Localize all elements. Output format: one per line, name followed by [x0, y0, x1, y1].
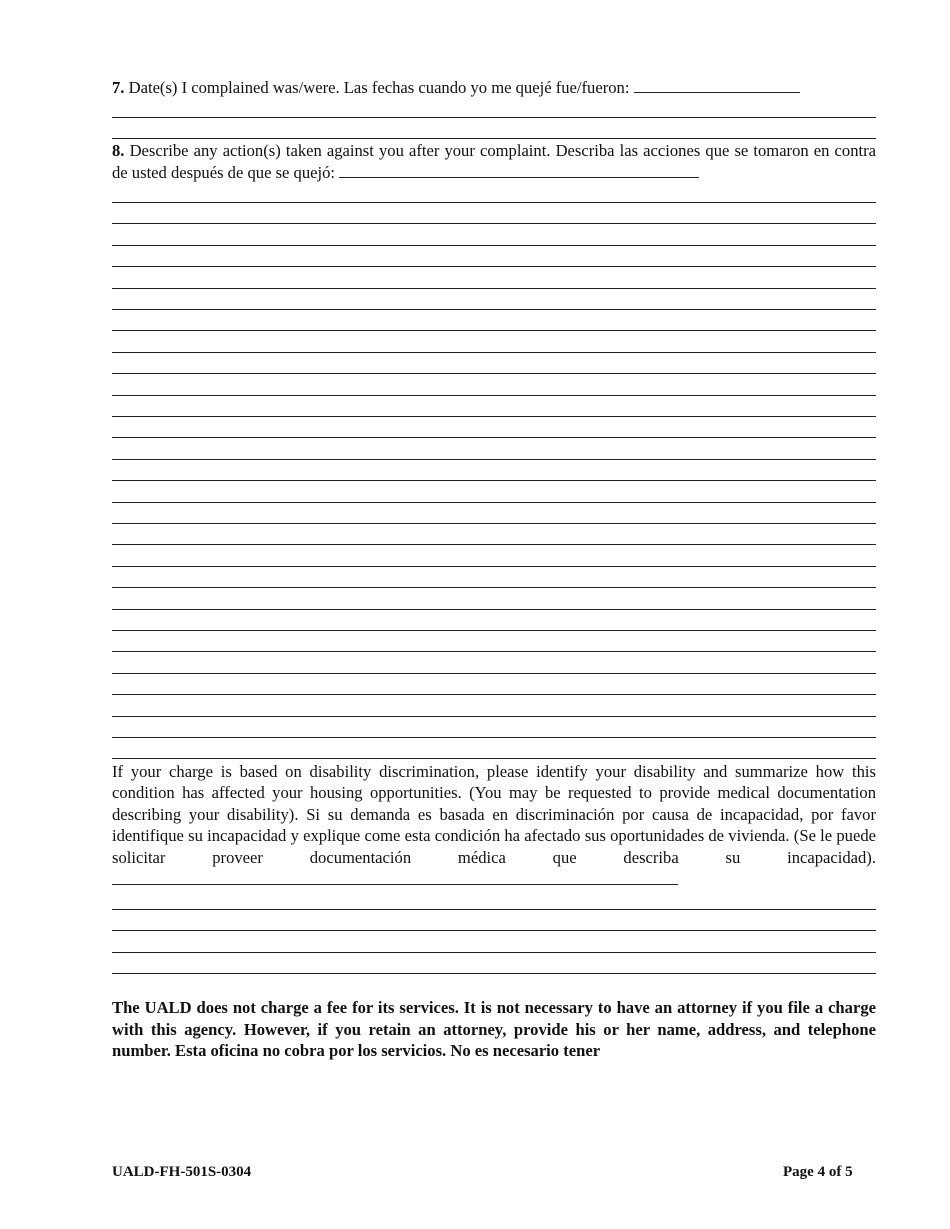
disability-answer-line[interactable]: [112, 973, 876, 974]
question-8-answer-line[interactable]: [112, 245, 876, 246]
disability-instructions: [112, 761, 876, 890]
question-8-answer-line[interactable]: [112, 566, 876, 567]
question-7: [112, 76, 876, 98]
question-8-answer-line[interactable]: [112, 737, 876, 738]
question-8-answer-line[interactable]: [112, 330, 876, 331]
question-8-answer-line[interactable]: [112, 523, 876, 524]
question-7-number: 7.: [112, 78, 125, 97]
question-8-answer-line[interactable]: [112, 630, 876, 631]
question-8-answer-line[interactable]: [112, 288, 876, 289]
question-8-answer-line[interactable]: [112, 694, 876, 695]
question-8-answer-line[interactable]: [112, 352, 876, 353]
question-8-answer-line[interactable]: [112, 416, 876, 417]
question-8-answer-line[interactable]: [112, 651, 876, 652]
disability-answer-line[interactable]: [112, 930, 876, 931]
question-8-answer-line[interactable]: [112, 202, 876, 203]
page-number: Page 4 of 5: [783, 1164, 853, 1180]
question-7-answer-line[interactable]: [112, 117, 876, 118]
question-8-answer-line[interactable]: [112, 309, 876, 310]
question-8-answer-blank[interactable]: [339, 161, 699, 178]
fee-attorney-notice: [112, 997, 876, 1062]
question-8-answer-line[interactable]: [112, 716, 876, 717]
question-8-answer-line[interactable]: [112, 544, 876, 545]
question-8-answer-line[interactable]: [112, 502, 876, 503]
disability-answer-line[interactable]: [112, 952, 876, 953]
disability-answer-blank[interactable]: [112, 868, 678, 885]
question-8-answer-line[interactable]: [112, 223, 876, 224]
disability-answer-line[interactable]: [112, 909, 876, 910]
question-8-answer-line[interactable]: [112, 395, 876, 396]
question-8-answer-line[interactable]: [112, 459, 876, 460]
question-8-text: Describe any action(s) taken against you after your complaint. Describa las acciones que se tomaron en contra de usted después de que se quejó:: [112, 141, 876, 183]
question-8-answer-line[interactable]: [112, 609, 876, 610]
question-8-number: 8.: [112, 141, 125, 160]
question-8-answer-line[interactable]: [112, 480, 876, 481]
question-8-answer-line[interactable]: [112, 758, 876, 759]
question-8-answer-line[interactable]: [112, 437, 876, 438]
question-7-text: Date(s) I complained was/were. Las fechas cuando yo me quejé fue/fueron:: [128, 78, 630, 97]
question-8-answer-line[interactable]: [112, 373, 876, 374]
question-8-answer-line[interactable]: [112, 587, 876, 588]
question-8-answer-line[interactable]: [112, 266, 876, 267]
question-8: [112, 140, 876, 184]
disability-text: If your charge is based on disability discrimination, please identify your disability and summarize how this condition has affected your housing opportunities. (You may be requested to provide medical documentation describing your disability). Si su demanda es basada en discriminación por causa de incapacidad, por favor identifique su incapacidad y explique come esta condición ha afectado sus oportunidades de vivienda. (Se le puede solicitar proveer documentación médica que describa su incapacidad).: [112, 762, 876, 867]
form-id: UALD-FH-501S-0304: [112, 1164, 252, 1180]
question-7-answer-blank[interactable]: [634, 76, 800, 93]
question-8-answer-line[interactable]: [112, 673, 876, 674]
fee-attorney-notice-text: The UALD does not charge a fee for its services. It is not necessary to have an attorney if you file a charge with this agency. However, if you retain an attorney, provide his or her name, address, and telephone number. Esta oficina no cobra por los servicios. No es necesario tener: [112, 998, 876, 1061]
question-7-answer-line[interactable]: [112, 138, 876, 139]
